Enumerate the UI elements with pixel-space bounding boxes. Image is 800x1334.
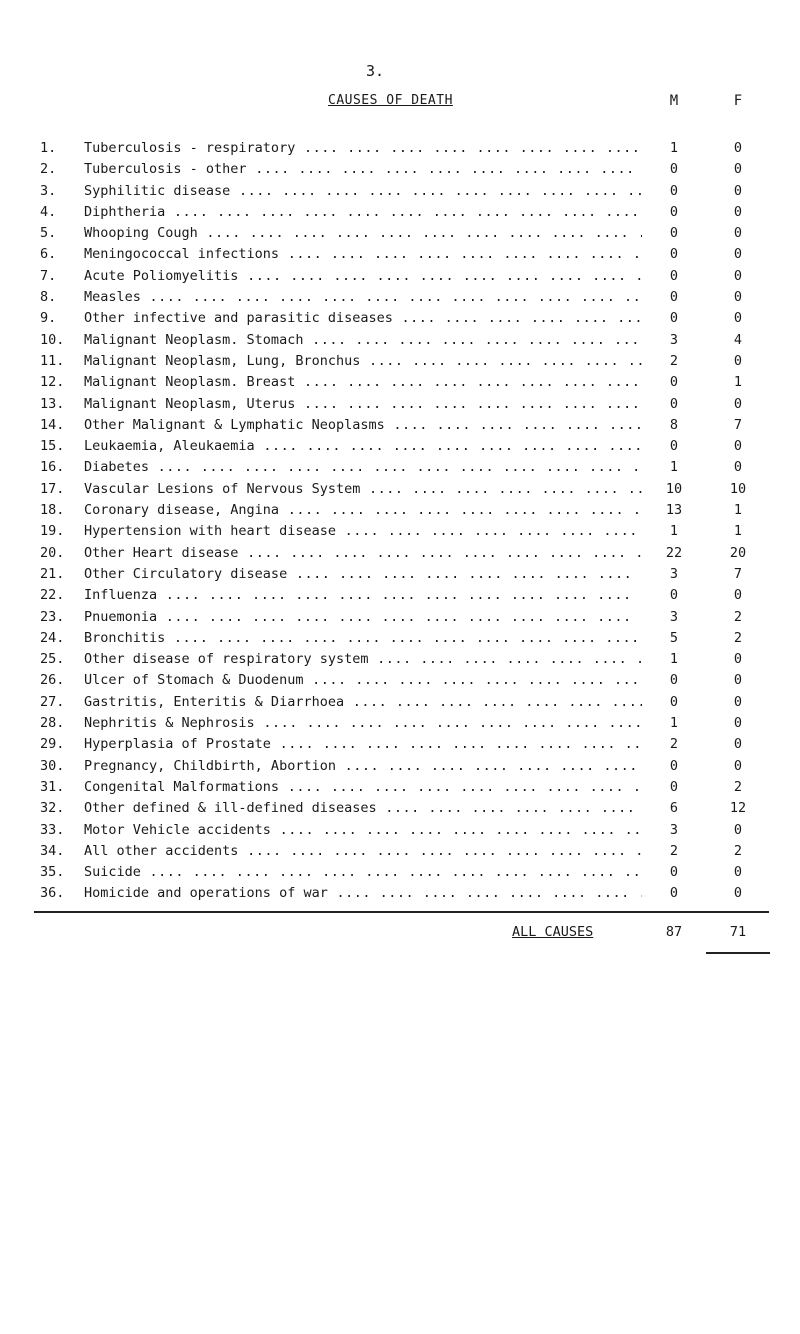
female-count: 2: [733, 608, 743, 625]
table-row: [0, 183, 800, 204]
male-count: 3: [669, 821, 679, 838]
female-count: 1: [733, 374, 743, 391]
cause-label: Influenza ....: [84, 587, 642, 603]
row-number: 15.: [40, 438, 65, 455]
row-number: 26.: [40, 672, 65, 689]
table-row: [0, 864, 800, 885]
cause-label: Meningococcal infections ....: [84, 246, 642, 262]
cause-label: Ulcer of Stomach & Duodenum ....: [84, 672, 642, 688]
male-count: 3: [669, 331, 679, 348]
total-divider: [34, 911, 769, 913]
table-row: [0, 758, 800, 779]
female-count: 0: [733, 182, 743, 199]
male-count: 1: [669, 459, 679, 476]
table-row: [0, 715, 800, 736]
female-count: 0: [733, 289, 743, 306]
cause-label: Other Heart disease ....: [84, 545, 642, 561]
row-number: 2.: [40, 161, 57, 178]
cause-label: Malignant Neoplasm, Lung, Bronchus ....: [84, 353, 642, 369]
male-count: 0: [669, 246, 679, 263]
row-number: 31.: [40, 778, 65, 795]
male-count: 13: [665, 502, 683, 519]
row-number: 9.: [40, 310, 57, 327]
female-count: 0: [733, 693, 743, 710]
cause-label: Congenital Malformations ....: [84, 779, 642, 795]
row-number: 5.: [40, 225, 57, 242]
cause-label: Leukaemia, Aleukaemia ....: [84, 438, 642, 454]
row-number: 29.: [40, 736, 65, 753]
female-count: 0: [733, 736, 743, 753]
row-number: 35.: [40, 864, 65, 881]
row-number: 36.: [40, 885, 65, 902]
table-row: [0, 630, 800, 651]
cause-label: Whooping Cough ....: [84, 225, 642, 241]
row-number: 16.: [40, 459, 65, 476]
row-number: 14.: [40, 416, 65, 433]
table-row: [0, 289, 800, 310]
row-number: 11.: [40, 352, 65, 369]
female-count: 2: [733, 629, 743, 646]
male-count: 3: [669, 565, 679, 582]
female-count: 0: [733, 203, 743, 220]
cause-label: Malignant Neoplasm. Breast ....: [84, 374, 642, 390]
table-row: [0, 310, 800, 331]
total-male: 87: [665, 924, 683, 940]
male-count: 1: [669, 523, 679, 540]
female-count: 2: [733, 842, 743, 859]
female-count: 1: [733, 502, 743, 519]
table-row: [0, 438, 800, 459]
column-header-female: F: [733, 93, 743, 109]
row-number: 17.: [40, 480, 65, 497]
male-count: 1: [669, 140, 679, 156]
male-count: 1: [669, 651, 679, 668]
female-count: 20: [729, 544, 747, 561]
causes-table: [0, 140, 800, 907]
row-number: 8.: [40, 289, 57, 306]
cause-label: Tuberculosis - other ....: [84, 161, 642, 177]
female-count: 0: [733, 587, 743, 604]
male-count: 0: [669, 310, 679, 327]
male-count: 5: [669, 629, 679, 646]
male-count: 6: [669, 800, 679, 817]
table-row: [0, 225, 800, 246]
female-count: 2: [733, 778, 743, 795]
table-row: [0, 694, 800, 715]
row-number: 6.: [40, 246, 57, 263]
table-row: [0, 140, 800, 161]
male-count: 0: [669, 161, 679, 178]
column-header-male: M: [669, 93, 679, 109]
female-count: 0: [733, 651, 743, 668]
table-row: [0, 332, 800, 353]
cause-label: Tuberculosis - respiratory ....: [84, 140, 642, 156]
row-number: 13.: [40, 395, 65, 412]
female-count: 0: [733, 310, 743, 327]
table-row: [0, 417, 800, 438]
female-count: 0: [733, 864, 743, 881]
cause-label: Gastritis, Enteritis & Diarrhoea ....: [84, 694, 642, 710]
row-number: 27.: [40, 693, 65, 710]
female-count: 10: [729, 480, 747, 497]
male-count: 3: [669, 608, 679, 625]
row-number: 12.: [40, 374, 65, 391]
row-number: 19.: [40, 523, 65, 540]
male-count: 0: [669, 267, 679, 284]
cause-label: Suicide ....: [84, 864, 642, 880]
male-count: 2: [669, 736, 679, 753]
total-underline: [706, 952, 770, 954]
male-count: 1: [669, 715, 679, 732]
cause-label: Other infective and parasitic diseases ....: [84, 310, 642, 326]
table-row: [0, 672, 800, 693]
female-count: 0: [733, 459, 743, 476]
cause-label: Measles ....: [84, 289, 642, 305]
row-number: 21.: [40, 565, 65, 582]
table-row: [0, 566, 800, 587]
male-count: 0: [669, 587, 679, 604]
male-count: 0: [669, 289, 679, 306]
female-count: 0: [733, 672, 743, 689]
male-count: 8: [669, 416, 679, 433]
table-row: [0, 822, 800, 843]
female-count: 0: [733, 885, 743, 902]
cause-label: Diabetes ....: [84, 459, 642, 475]
female-count: 0: [733, 225, 743, 242]
row-number: 32.: [40, 800, 65, 817]
cause-label: Malignant Neoplasm. Stomach ....: [84, 332, 642, 348]
table-row: [0, 523, 800, 544]
table-row: [0, 246, 800, 267]
cause-label: Other defined & ill-defined diseases ....: [84, 800, 642, 816]
cause-label: Coronary disease, Angina ....: [84, 502, 642, 518]
male-count: 0: [669, 438, 679, 455]
male-count: 10: [665, 480, 683, 497]
table-row: [0, 587, 800, 608]
male-count: 22: [665, 544, 683, 561]
table-row: [0, 609, 800, 630]
table-row: [0, 396, 800, 417]
table-row: [0, 736, 800, 757]
row-number: 20.: [40, 544, 65, 561]
cause-label: Nephritis & Nephrosis ....: [84, 715, 642, 731]
male-count: 0: [669, 395, 679, 412]
table-row: [0, 353, 800, 374]
male-count: 0: [669, 864, 679, 881]
row-number: 28.: [40, 715, 65, 732]
table-row: [0, 545, 800, 566]
female-count: 0: [733, 246, 743, 263]
female-count: 12: [729, 800, 747, 817]
cause-label: Hypertension with heart disease ....: [84, 523, 642, 539]
page-title: CAUSES OF DEATH: [328, 93, 453, 108]
table-row: [0, 481, 800, 502]
cause-label: Motor Vehicle accidents ....: [84, 822, 642, 838]
table-row: [0, 800, 800, 821]
male-count: 0: [669, 182, 679, 199]
table-row: [0, 843, 800, 864]
cause-label: Other Malignant & Lymphatic Neoplasms ....: [84, 417, 642, 433]
male-count: 0: [669, 885, 679, 902]
row-number: 10.: [40, 331, 65, 348]
male-count: 2: [669, 352, 679, 369]
row-number: 34.: [40, 842, 65, 859]
female-count: 0: [733, 267, 743, 284]
cause-label: Pnuemonia ....: [84, 609, 642, 625]
cause-label: Other Circulatory disease ....: [84, 566, 642, 582]
cause-label: Acute Poliomyelitis ....: [84, 268, 642, 284]
table-row: [0, 161, 800, 182]
cause-label: Malignant Neoplasm, Uterus ....: [84, 396, 642, 412]
row-number: 4.: [40, 203, 57, 220]
female-count: 0: [733, 395, 743, 412]
row-number: 22.: [40, 587, 65, 604]
cause-label: Hyperplasia of Prostate ....: [84, 736, 642, 752]
row-number: 7.: [40, 267, 57, 284]
female-count: 1: [733, 523, 743, 540]
table-row: [0, 885, 800, 906]
male-count: 0: [669, 374, 679, 391]
male-count: 0: [669, 672, 679, 689]
male-count: 2: [669, 842, 679, 859]
female-count: 4: [733, 331, 743, 348]
male-count: 0: [669, 757, 679, 774]
female-count: 0: [733, 821, 743, 838]
cause-label: Other disease of respiratory system ....: [84, 651, 642, 667]
row-number: 18.: [40, 502, 65, 519]
male-count: 0: [669, 778, 679, 795]
row-number: 33.: [40, 821, 65, 838]
row-number: 1.: [40, 140, 57, 156]
row-number: 25.: [40, 651, 65, 668]
cause-label: Pregnancy, Childbirth, Abortion ....: [84, 758, 642, 774]
table-row: [0, 651, 800, 672]
female-count: 0: [733, 438, 743, 455]
male-count: 0: [669, 225, 679, 242]
row-number: 23.: [40, 608, 65, 625]
total-label: ALL CAUSES: [512, 924, 594, 940]
female-count: 0: [733, 140, 743, 156]
female-count: 0: [733, 352, 743, 369]
female-count: 0: [733, 757, 743, 774]
table-row: [0, 459, 800, 480]
row-number: 24.: [40, 629, 65, 646]
female-count: 7: [733, 565, 743, 582]
table-row: [0, 204, 800, 225]
row-number: 3.: [40, 182, 57, 199]
page-number: 3.: [366, 62, 385, 80]
table-row: [0, 268, 800, 289]
table-row: [0, 779, 800, 800]
cause-label: Syphilitic disease ....: [84, 183, 642, 199]
table-row: [0, 374, 800, 395]
row-number: 30.: [40, 757, 65, 774]
cause-label: Vascular Lesions of Nervous System ....: [84, 481, 642, 497]
male-count: 0: [669, 203, 679, 220]
cause-label: Diphtheria ....: [84, 204, 642, 220]
cause-label: Homicide and operations of war ....: [84, 885, 642, 901]
female-count: 0: [733, 715, 743, 732]
female-count: 7: [733, 416, 743, 433]
female-count: 0: [733, 161, 743, 178]
cause-label: All other accidents ....: [84, 843, 642, 859]
cause-label: Bronchitis ....: [84, 630, 642, 646]
total-female: 71: [729, 924, 747, 940]
male-count: 0: [669, 693, 679, 710]
table-row: [0, 502, 800, 523]
